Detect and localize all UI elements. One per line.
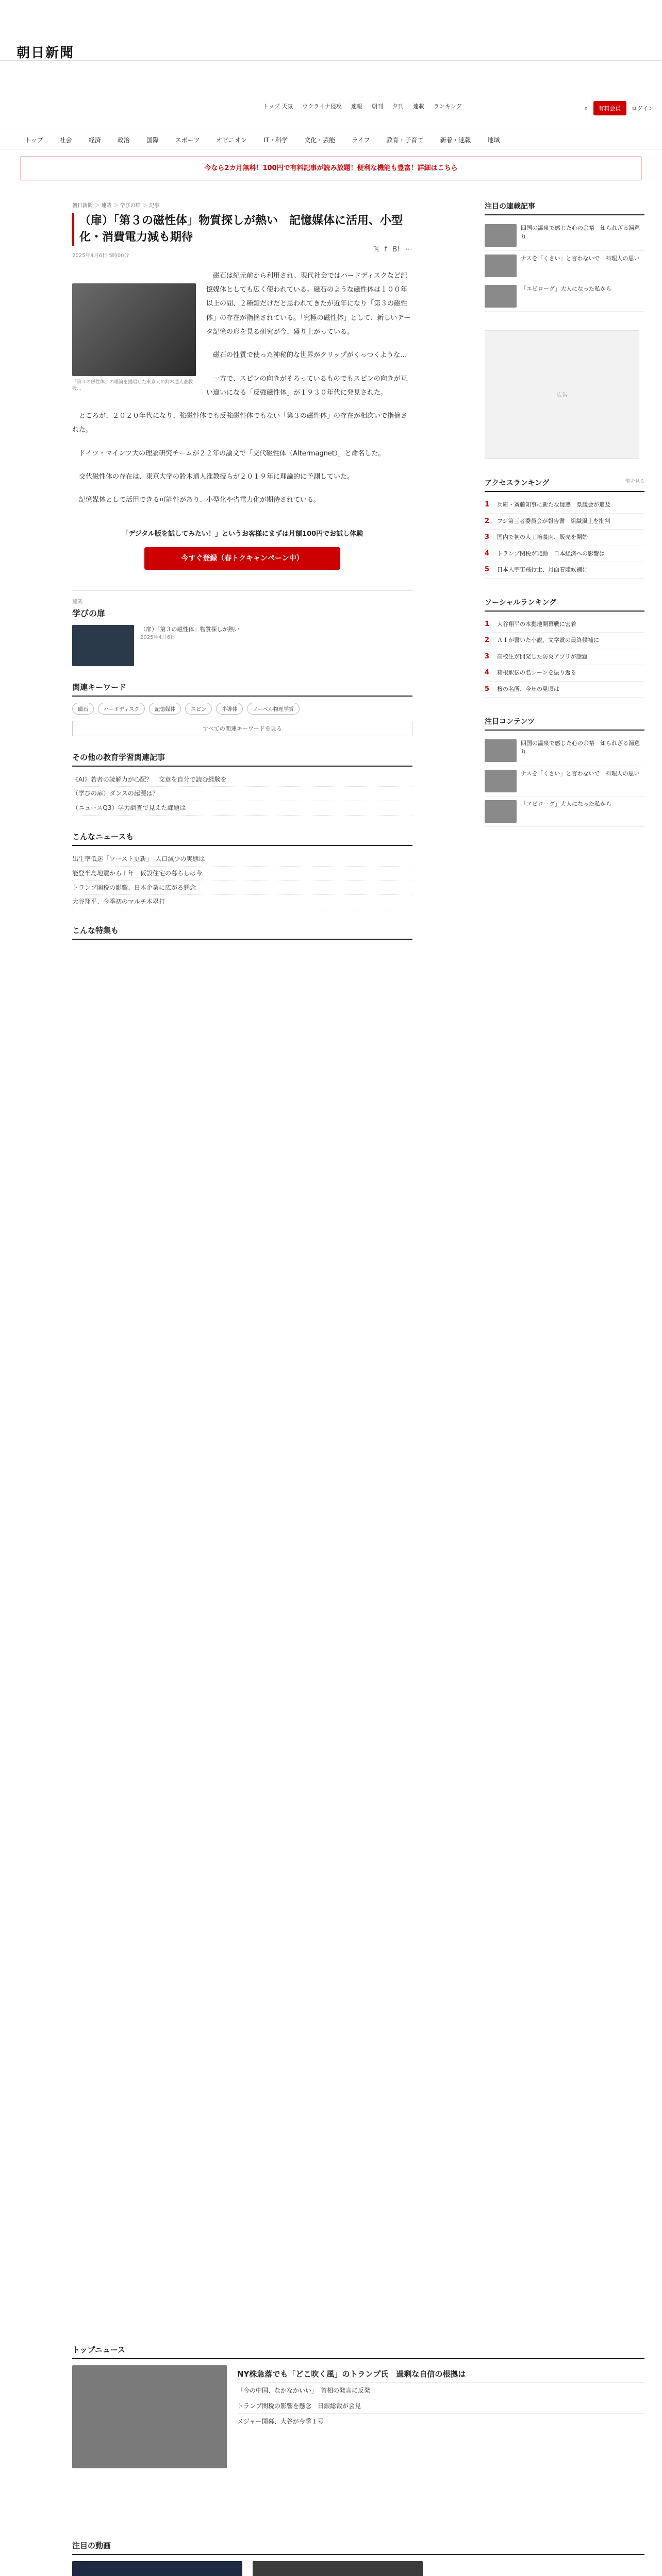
features-heading: こんな特集も: [72, 925, 412, 940]
recommend-list: [72, 852, 412, 909]
top-news-photo[interactable]: [72, 2365, 227, 2468]
list-item[interactable]: 出生率低迷「ワースト更新」 人口減少の実態は: [72, 852, 412, 867]
top-news-section: [72, 2329, 644, 2468]
series-label: 連載: [72, 599, 82, 605]
top-news-heading: トップニュース: [72, 2344, 644, 2359]
headline[interactable]: トランプ関税の影響を懸念 日銀総裁が会見: [237, 2398, 644, 2414]
nav-item[interactable]: 文化・芸能: [304, 137, 336, 144]
top-link[interactable]: 連載: [412, 103, 424, 110]
more-icon[interactable]: ⋯: [405, 245, 412, 253]
site-header: [0, 0, 662, 61]
search-icon[interactable]: ⌕: [584, 104, 588, 112]
sidebar: [485, 201, 644, 845]
paragraph: 交代磁性体の存在は、東京大学の鈴木通人准教授らが２０１９年に理論的に予測していた。: [79, 473, 354, 481]
series-thumbnail[interactable]: [72, 625, 134, 666]
keyword-tag[interactable]: 半導体: [216, 703, 243, 715]
nav-item[interactable]: 経済: [88, 137, 101, 144]
list-item[interactable]: トランプ関税の影響、日本企業に広がる懸念: [72, 881, 412, 895]
cta-question: 「デジタル版を試してみたい！」というお客様にまずは月額100円でお試し体験: [121, 530, 363, 538]
sidebar-item[interactable]: 「エピローグ」大人になった私から: [485, 281, 644, 312]
top-link[interactable]: ウクライナ侵攻: [302, 103, 342, 110]
top-link[interactable]: 夕刊: [392, 103, 404, 110]
sidebar-item[interactable]: 四国の温泉で感じた心の余裕 知られざる湯巡り: [485, 221, 644, 251]
photo-caption: 「第３の磁性体」の理論を提唱した東京大の鈴木通人准教授…: [72, 379, 193, 392]
facebook-icon[interactable]: f: [384, 245, 387, 253]
article-photo[interactable]: [72, 283, 196, 376]
keywords-heading: 関連キーワード: [72, 682, 412, 697]
series-entry-date: 2025年4月6日: [140, 635, 176, 641]
list-item[interactable]: 大谷翔平、今季初のマルチ本塁打: [72, 895, 412, 909]
promo-banner[interactable]: 今なら2カ月無料！100円で有料記事が読み放題！便利な機能も豊富！詳細はこちら: [21, 157, 641, 180]
list-item[interactable]: 《AI》若者の読解力が心配？ 文章を自分で読む経験を: [72, 773, 412, 787]
social-section: [485, 597, 644, 698]
others-list: [72, 773, 412, 816]
ranking-item[interactable]: 4 トランプ関税が発動 日本経済への影響は: [485, 546, 644, 563]
series-name[interactable]: 学びの扉: [72, 608, 106, 618]
paragraph: 磁石の性質で使った神秘的な世界がクリップがくっつくような…: [213, 351, 407, 360]
headline[interactable]: メジャー開幕、大谷が今季１号: [237, 2414, 644, 2429]
content-section: [485, 716, 644, 827]
attention-section: [485, 201, 644, 312]
paragraph: 磁石は紀元前から利用され、現代社会ではハードディスクなど記憶媒体としても広く使われている。磁石のような磁性体は１００年以上の間、２種類だけだと思われてきたが近年になり「第３の磁性体」の存在が指摘されている。「究極の磁性体」として、新しいデータ記憶の形を見る研究が今、盛り上がっている。: [206, 272, 411, 336]
nav-item[interactable]: 社会: [59, 137, 72, 144]
video-thumbnail[interactable]: [72, 2561, 242, 2576]
top-link[interactable]: トップ 天気: [263, 103, 293, 110]
headline[interactable]: 「今の中国、なかなかいい」 首相の発言に反発: [237, 2383, 644, 2398]
ranking-section: [485, 478, 644, 579]
site-logo[interactable]: 朝日新聞: [16, 45, 75, 61]
top-links: [263, 102, 462, 110]
ranking-item[interactable]: 2 フジ第三者委員会が報告書 組織風土を批判: [485, 514, 644, 530]
video-thumbnail[interactable]: [253, 2561, 423, 2576]
ranking-item[interactable]: 1 兵庫・斎藤知事に新たな疑惑 県議会が追及: [485, 497, 644, 514]
nav-item[interactable]: スポーツ: [175, 137, 200, 144]
series-entry-title[interactable]: （扉）「第３の磁性体」物質探しが熱い: [140, 625, 240, 633]
article-date: 2025年4月6日 5時00分: [72, 252, 129, 259]
nav-item[interactable]: 地域: [487, 137, 500, 144]
paragraph: 一方で、スピンの向きがそろっているものでもスピンの向きが互い違いになる「反強磁性体」が１９３０年代に発見された。: [206, 375, 407, 397]
content-item[interactable]: 「エピローグ」大人になった私から: [485, 796, 644, 827]
content-item[interactable]: ナスを「くさい」と言わないで 料理人の思い: [485, 766, 644, 796]
nav-item[interactable]: 政治: [117, 137, 130, 144]
subscribe-button[interactable]: 有料会員: [593, 101, 626, 115]
top-news-body: [72, 2365, 644, 2468]
top-link[interactable]: 速報: [351, 103, 362, 110]
thumbnail: [485, 285, 517, 308]
list-item[interactable]: （ニュースQ3）学力調査で見えた課題は: [72, 801, 412, 816]
ranking-item[interactable]: 3 国内で初の人工培養肉、販売を開始: [485, 530, 644, 546]
content-item[interactable]: 四国の温泉で感じた心の余裕 知られざる湯巡り: [485, 736, 644, 766]
keyword-list: [72, 703, 412, 715]
ranking-item[interactable]: 2 ＡＩが書いた小説、文学賞の最終候補に: [485, 633, 644, 649]
keyword-tag[interactable]: 記憶媒体: [149, 703, 181, 715]
article-title: （扉）「第３の磁性体」物質探しが熱い 記憶媒体に活用、小型化・消費電力減も期待: [72, 213, 412, 246]
login-button[interactable]: ログイン: [631, 105, 654, 112]
paragraph: ところが、２０２０年代になり、強磁性体でも反強磁性体でもない「第３の磁性体」の存在が相次いで指摘された。: [72, 412, 408, 434]
share-bar: [374, 245, 412, 253]
article-column: [72, 201, 412, 946]
recommend-heading: こんなニュースも: [72, 831, 412, 846]
hatena-icon[interactable]: B!: [392, 245, 400, 253]
twitter-icon[interactable]: 𝕏: [373, 245, 379, 253]
list-item[interactable]: 能登半島地震から１年 仮設住宅の暮らしは今: [72, 867, 412, 881]
paragraph: 記憶媒体として活用できる可能性があり、小型化や省電力化が期待されている。: [79, 496, 321, 504]
paragraph: ドイツ・マインツ大の理論研究チームが２２年の論文で「交代磁性体（Altermagnet）」と命名した。: [79, 449, 385, 457]
nav-item[interactable]: IT・科学: [263, 137, 288, 144]
main-nav: [0, 129, 662, 149]
breadcrumb[interactable]: 朝日新聞 ＞ 連載 ＞ 学びの扉 ＞ 記事: [72, 203, 160, 209]
series-box: [72, 590, 412, 666]
nav-item[interactable]: オピニオン: [216, 137, 247, 144]
ranking-item[interactable]: 1 大谷翔平の本拠地開幕戦に密着: [485, 617, 644, 633]
ad-slot: [485, 330, 644, 459]
cta-register-button[interactable]: 今すぐ登録（春トクキャンペーン中）: [144, 547, 340, 570]
advertisement[interactable]: 広告: [485, 330, 639, 459]
ranking-item[interactable]: 3 高校生が開発した防災アプリが話題: [485, 649, 644, 666]
keyword-tag[interactable]: 磁石: [72, 703, 94, 715]
nav-item[interactable]: 新着・速報: [440, 137, 471, 144]
ranking-item[interactable]: 5 日本人宇宙飛行士、月面着陸候補に: [485, 562, 644, 579]
others-heading: その他の教育学習関連記事: [72, 752, 412, 767]
ranking-item[interactable]: 5 桜の名所、今年の見頃は: [485, 682, 644, 698]
keywords-more-link[interactable]: すべての関連キーワードを見る: [72, 721, 412, 736]
article-body: [72, 259, 412, 507]
video-heading: 注目の動画: [72, 2540, 644, 2555]
top-link[interactable]: 朝刊: [371, 103, 383, 110]
keyword-tag[interactable]: スピン: [185, 703, 212, 715]
social-heading: ソーシャルランキング: [485, 597, 644, 612]
attention-heading: 注目の連載記事: [485, 201, 644, 215]
top-link[interactable]: ランキング: [433, 103, 462, 110]
nav-item[interactable]: ライフ: [352, 137, 370, 144]
video-section: [72, 2524, 644, 2576]
nav-item[interactable]: 国際: [146, 137, 159, 144]
sidebar-item[interactable]: ナスを「くさい」と言わないで 料理人の思い: [485, 251, 644, 281]
ranking-heading: アクセスランキング 一覧を見る: [485, 478, 644, 492]
list-item[interactable]: （学びの扉）ダンスの起源は？: [72, 787, 412, 801]
keyword-tag[interactable]: ノーベル物理学賞: [247, 703, 300, 715]
keyword-tag[interactable]: ハードディスク: [98, 703, 145, 715]
ranking-more-link[interactable]: 一覧を見る: [621, 479, 644, 484]
header-utilities: [584, 101, 654, 115]
thumbnail: [485, 255, 517, 277]
ranking-item[interactable]: 4 箱根駅伝の名シーンを振り返る: [485, 665, 644, 682]
content-heading: 注目コンテンツ: [485, 716, 644, 731]
nav-item[interactable]: トップ: [25, 137, 43, 144]
thumbnail: [485, 224, 517, 247]
headline[interactable]: NY株急落でも「どこ吹く風」のトランプ氏 過剰な自信の根拠は: [237, 2365, 644, 2383]
nav-item[interactable]: 教育・子育て: [386, 137, 424, 144]
